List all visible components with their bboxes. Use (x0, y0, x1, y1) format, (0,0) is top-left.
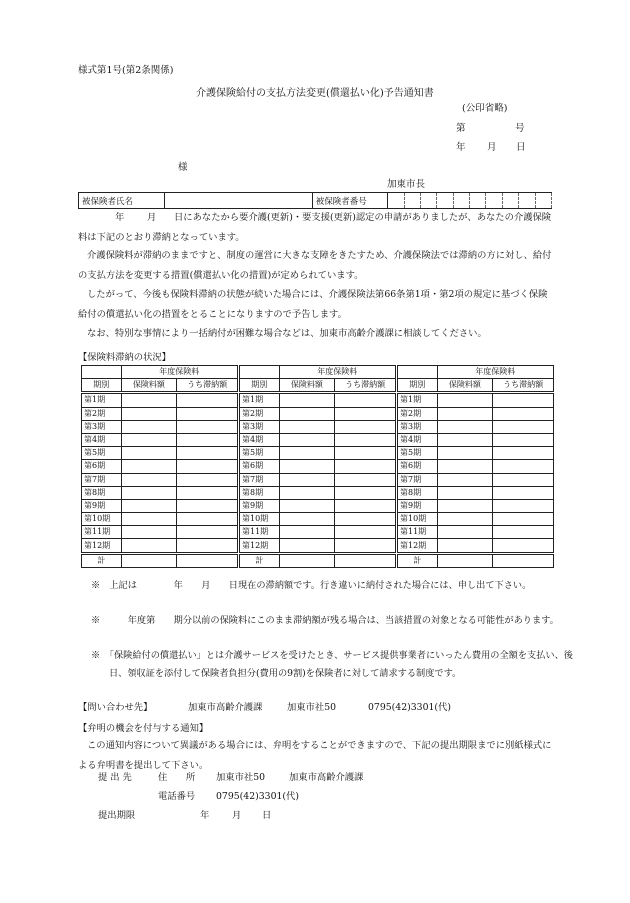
premium-amount-cell[interactable] (279, 393, 335, 407)
arrears-amount-cell[interactable] (177, 499, 238, 512)
insured-number-digit[interactable] (404, 193, 420, 209)
period-label: 第3期 (398, 420, 438, 433)
arrears-amount-cell[interactable] (335, 460, 396, 473)
seal-omitted-note: (公印省略) (462, 103, 508, 114)
hearing-office: 加東市高齢介護課 (289, 772, 364, 783)
hearing-title: 【弁明の機会を付与する通知】 (78, 723, 209, 734)
total-label: 計 (240, 553, 280, 567)
document-number-suffix: 号 (515, 123, 525, 134)
arrears-amount-cell[interactable] (335, 486, 396, 499)
arrears-amount-cell[interactable] (335, 407, 396, 420)
note-mark: ※ (91, 580, 101, 591)
note-mark: ※ (91, 615, 101, 626)
period-label: 第5期 (398, 447, 438, 460)
period-label: 第4期 (82, 433, 122, 446)
premium-amount-cell[interactable] (121, 393, 177, 407)
period-label: 第6期 (240, 460, 280, 473)
arrears-amount-cell[interactable] (493, 526, 554, 539)
period-label: 第11期 (82, 526, 122, 539)
col-arrears: うち滞納額 (493, 379, 554, 393)
premium-table (81, 365, 238, 568)
premium-amount-cell[interactable] (279, 433, 335, 446)
submit-to-label: 提 出 先 (98, 772, 132, 783)
arrears-amount-cell[interactable] (335, 393, 396, 407)
arrears-amount-cell[interactable] (493, 447, 554, 460)
insured-number-digit[interactable] (420, 193, 436, 209)
issue-date-month: 月 (487, 142, 497, 153)
premium-amount-cell[interactable] (121, 539, 177, 553)
arrears-amount-cell[interactable] (493, 473, 554, 486)
premium-amount-cell[interactable] (437, 473, 493, 486)
premium-amount-cell[interactable] (437, 407, 493, 420)
premium-amount-cell[interactable] (437, 420, 493, 433)
arrears-amount-cell[interactable] (493, 393, 554, 407)
insured-number-digit[interactable] (437, 193, 453, 209)
insured-number-digit[interactable] (486, 193, 502, 209)
arrears-amount-cell[interactable] (493, 539, 554, 553)
arrears-amount-cell[interactable] (177, 473, 238, 486)
period-label: 第2期 (398, 407, 438, 420)
premium-amount-cell[interactable] (437, 393, 493, 407)
arrears-amount-cell[interactable] (335, 526, 396, 539)
premium-amount-cell[interactable] (279, 513, 335, 526)
insured-name-label: 被保険者氏名 (79, 193, 165, 209)
premium-amount-cell[interactable] (279, 499, 335, 512)
arrears-amount-cell[interactable] (177, 393, 238, 407)
para1-month: 月 (147, 212, 157, 223)
year-header: 年度保険料 (121, 366, 238, 379)
period-label: 第5期 (240, 447, 280, 460)
arrears-amount-cell[interactable] (493, 499, 554, 512)
premium-amount-cell[interactable] (437, 499, 493, 512)
arrears-amount-cell[interactable] (177, 539, 238, 553)
premium-amount-cell[interactable] (279, 420, 335, 433)
premium-amount-cell[interactable] (121, 486, 177, 499)
note (91, 647, 579, 682)
premium-amount-cell[interactable] (279, 526, 335, 539)
hearing-text: この通知内容について異議がある場合には、弁明をすることができますので、下記の提出期限までに別紙様式による弁明書を提出して下さい。 (78, 740, 552, 771)
body-paragraph: 介護保険料が滞納のままですと、制度の運営に大きな支障をきたすため、介護保険法では滞納の方に対し、給付の支払方法を変更する措置(償還払い化の措置)が定められています。 (78, 250, 552, 281)
premium-section-title: 【保険料滞納の状況】 (78, 352, 171, 363)
premium-amount-cell[interactable] (279, 539, 335, 553)
period-label: 第4期 (398, 433, 438, 446)
premium-amount-cell[interactable] (437, 447, 493, 460)
period-label: 第2期 (240, 407, 280, 420)
premium-amount-cell[interactable] (121, 433, 177, 446)
contact-phone: 0795(42)3301(代) (368, 702, 451, 713)
arrears-amount-cell[interactable] (335, 513, 396, 526)
col-amount: 保険料額 (121, 379, 177, 393)
premium-amount-cell[interactable] (279, 486, 335, 499)
premium-amount-cell[interactable] (437, 486, 493, 499)
form-number: 様式第1号(第2条関係) (78, 65, 174, 76)
note-mark: ※ (91, 650, 101, 661)
period-label: 第7期 (240, 473, 280, 486)
addressee-suffix: 様 (178, 162, 188, 173)
deadline-month: 月 (232, 810, 242, 821)
arrears-amount-cell[interactable] (177, 420, 238, 433)
insured-number-digit[interactable] (453, 193, 469, 209)
premium-amount-cell[interactable] (121, 460, 177, 473)
issue-date-day: 日 (516, 142, 526, 153)
premium-amount-cell[interactable] (121, 526, 177, 539)
premium-amount-cell[interactable] (437, 513, 493, 526)
period-label: 第7期 (398, 473, 438, 486)
arrears-amount-cell[interactable] (177, 447, 238, 460)
address-label: 住 所 (158, 772, 196, 783)
contact-label: 【問い合わせ先】 (78, 702, 153, 713)
contact-address: 加東市社50 (287, 702, 337, 713)
phone-label: 電話番号 (158, 791, 196, 802)
arrears-amount-cell[interactable] (177, 460, 238, 473)
period-label: 第10期 (82, 513, 122, 526)
arrears-amount-cell[interactable] (335, 539, 396, 553)
period-label: 第9期 (82, 499, 122, 512)
period-label: 第11期 (240, 526, 280, 539)
note-text: 上記は 年 月 日現在の滞納額です。行き違いに納付された場合には、申し出て下さい。 (109, 580, 532, 591)
issuer-name: 加東市長 (387, 179, 426, 190)
arrears-amount-cell[interactable] (493, 407, 554, 420)
arrears-amount-cell[interactable] (177, 433, 238, 446)
col-amount: 保険料額 (437, 379, 493, 393)
col-arrears: うち滞納額 (335, 379, 396, 393)
period-label: 第12期 (398, 539, 438, 553)
body-paragraph: なお、特別な事情により一括納付が困難な場合などは、加東市高齢介護課に相談してください。 (87, 328, 487, 339)
premium-amount-cell[interactable] (279, 407, 335, 420)
premium-table (397, 365, 554, 568)
period-label: 第8期 (240, 486, 280, 499)
period-label: 第9期 (240, 499, 280, 512)
body-paragraph: したがって、今後も保険料滞納の状態が続いた場合には、介護保険法第66条第1項・第2項の規定に基づく保険給付の償還払い化の措置をとることになりますので予告します。 (78, 289, 548, 320)
arrears-amount-cell[interactable] (177, 486, 238, 499)
premium-amount-cell[interactable] (121, 513, 177, 526)
premium-amount-cell[interactable] (279, 473, 335, 486)
insured-number-digit[interactable] (535, 193, 552, 209)
insured-number-digit[interactable] (519, 193, 535, 209)
insured-name-field[interactable] (165, 193, 312, 209)
deadline-year: 年 (200, 810, 210, 821)
hearing-phone: 0795(42)3301(代) (216, 791, 299, 802)
col-period: 期別 (398, 379, 438, 393)
arrears-amount-cell[interactable] (493, 460, 554, 473)
period-label: 第7期 (82, 473, 122, 486)
arrears-amount-cell[interactable] (493, 433, 554, 446)
document-number-prefix: 第 (456, 123, 466, 134)
premium-amount-cell[interactable] (437, 433, 493, 446)
note-text: 「保険給付の償還払い」とは介護サービスを受けたとき、サービス提供事業者にいったん費用の全額を支払い、後日、領収証を添付して保険者負担分(費用の9割)を保険者に対して請求する制度です。 (109, 650, 573, 679)
period-label: 第10期 (398, 513, 438, 526)
total-amount-cell[interactable] (279, 553, 335, 567)
arrears-amount-cell[interactable] (335, 447, 396, 460)
period-label: 第12期 (82, 539, 122, 553)
contact-office: 加東市高齢介護課 (188, 702, 263, 713)
premium-amount-cell[interactable] (279, 460, 335, 473)
period-label: 第2期 (82, 407, 122, 420)
deadline-label: 提出期限 (98, 810, 136, 821)
premium-amount-cell[interactable] (121, 447, 177, 460)
year-header: 年度保険料 (437, 366, 554, 379)
total-arrears-cell[interactable] (177, 553, 238, 567)
period-label: 第10期 (240, 513, 280, 526)
col-period: 期別 (82, 379, 122, 393)
arrears-amount-cell[interactable] (335, 499, 396, 512)
period-label: 第5期 (82, 447, 122, 460)
period-label: 第6期 (82, 460, 122, 473)
total-arrears-cell[interactable] (493, 553, 554, 567)
total-label: 計 (82, 553, 122, 567)
note-text: 年度第 期分以前の保険料にこのまま滞納額が残る場合は、当該措置の対象となる可能性があります。 (109, 615, 559, 626)
arrears-amount-cell[interactable] (335, 420, 396, 433)
col-amount: 保険料額 (279, 379, 335, 393)
period-label: 第1期 (240, 393, 280, 407)
premium-amount-cell[interactable] (121, 473, 177, 486)
period-label: 第4期 (240, 433, 280, 446)
deadline-day: 日 (262, 810, 272, 821)
total-label: 計 (398, 553, 438, 567)
period-label: 第8期 (398, 486, 438, 499)
premium-amount-cell[interactable] (437, 526, 493, 539)
note (91, 612, 579, 630)
period-label: 第12期 (240, 539, 280, 553)
period-label: 第8期 (82, 486, 122, 499)
para1-year: 年 (115, 212, 125, 223)
arrears-amount-cell[interactable] (493, 486, 554, 499)
total-arrears-cell[interactable] (335, 553, 396, 567)
insured-number-digit[interactable] (388, 193, 404, 209)
issue-date-year: 年 (456, 142, 466, 153)
premium-amount-cell[interactable] (437, 460, 493, 473)
hearing-address: 加東市社50 (216, 772, 266, 783)
document-title: 介護保険給付の支払方法変更(償還払い化)予告通知書 (196, 88, 434, 99)
premium-table (239, 365, 396, 568)
total-amount-cell[interactable] (437, 553, 493, 567)
insured-info-table (78, 192, 552, 209)
period-label: 第9期 (398, 499, 438, 512)
premium-amount-cell[interactable] (121, 499, 177, 512)
period-label: 第1期 (398, 393, 438, 407)
arrears-amount-cell[interactable] (335, 433, 396, 446)
premium-amount-cell[interactable] (121, 407, 177, 420)
insured-number-label: 被保険者番号 (312, 193, 387, 209)
arrears-amount-cell[interactable] (493, 420, 554, 433)
note (91, 577, 579, 595)
period-label: 第6期 (398, 460, 438, 473)
period-label: 第11期 (398, 526, 438, 539)
premium-amount-cell[interactable] (279, 447, 335, 460)
period-label: 第1期 (82, 393, 122, 407)
col-arrears: うち滞納額 (177, 379, 238, 393)
total-amount-cell[interactable] (121, 553, 177, 567)
premium-amount-cell[interactable] (437, 539, 493, 553)
col-period: 期別 (240, 379, 280, 393)
arrears-amount-cell[interactable] (493, 513, 554, 526)
arrears-amount-cell[interactable] (177, 526, 238, 539)
arrears-amount-cell[interactable] (177, 407, 238, 420)
period-label: 第3期 (82, 420, 122, 433)
insured-number-digit[interactable] (502, 193, 518, 209)
arrears-amount-cell[interactable] (335, 473, 396, 486)
premium-amount-cell[interactable] (121, 420, 177, 433)
body-paragraph: 日にあなたから要介護(更新)・要支援(更新)認定の申請がありましたが、あなたの介護保険料は下記のとおり滞納となっています。 (78, 212, 552, 243)
insured-number-digit[interactable] (470, 193, 486, 209)
period-label: 第3期 (240, 420, 280, 433)
arrears-amount-cell[interactable] (177, 513, 238, 526)
year-header: 年度保険料 (279, 366, 396, 379)
